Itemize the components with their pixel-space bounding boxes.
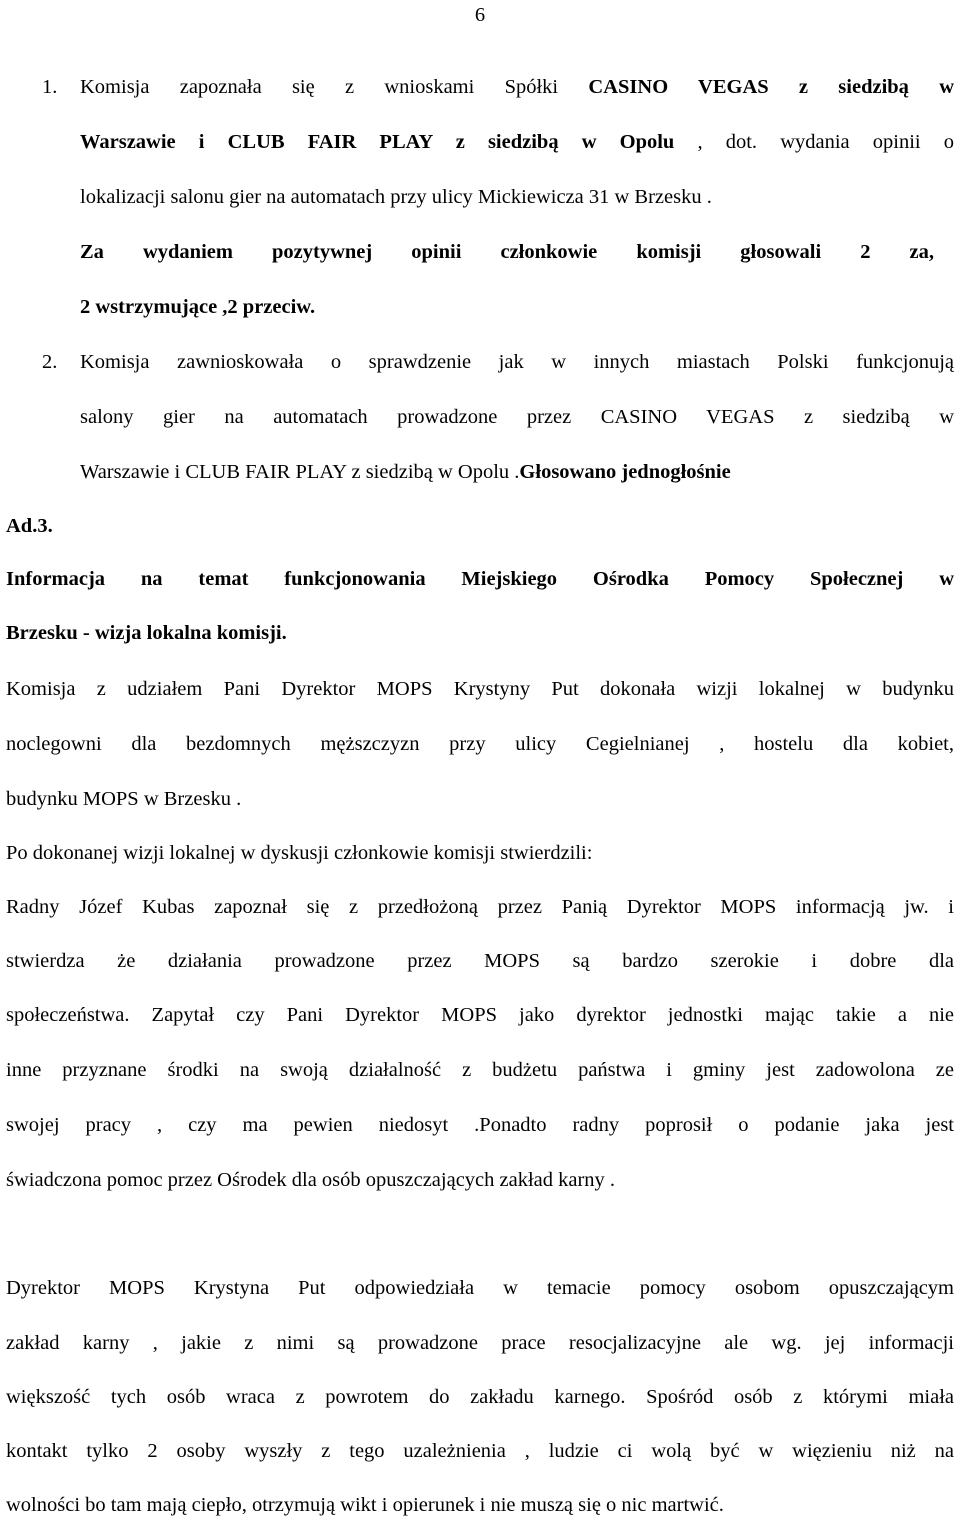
para-4-line-3 — [6, 1384, 954, 1410]
section-3-heading-line-1-text: Informacja na temat funkcjonowania Miejskiego Ośrodka Pomocy Społecznej w — [6, 568, 954, 590]
item-1-line-5-bold: 2 wstrzymujące ,2 przeciw. — [80, 296, 316, 318]
item-2-line-2-text: salony gier na automatach prowadzone przez CASINO VEGAS z siedzibą w — [80, 406, 954, 428]
para-4-line-5: wolności bo tam mają ciepło, otrzymują wikt i opierunek i nie muszą się o nic martwić. — [6, 1494, 724, 1516]
para-4-line-2 — [6, 1330, 954, 1356]
para-4-line-4-text: kontakt tylko 2 osoby wyszły z tego uzależnienia , ludzie ci wolą być w więzieniu niż na — [6, 1440, 954, 1462]
para-4-line-4 — [6, 1438, 954, 1464]
section-3-heading-line-1 — [6, 566, 954, 592]
item-1-line-4-bold: Za wydaniem pozytywnej opinii członkowie komisji głosowali 2 za, — [80, 241, 934, 263]
para-3-line-5-text: swojej pracy , czy ma pewien niedosyt .Ponadto radny poprosił o podanie jaka jest — [6, 1114, 954, 1136]
para-3-line-3-text: społeczeństwa. Zapytał czy Pani Dyrektor MOPS jako dyrektor jednostki mając takie a nie — [6, 1004, 954, 1026]
item-1-number: 1. — [42, 76, 58, 98]
para-4-line-3-text: większość tych osób wraca z powrotem do zakładu karnego. Spośród osób z którymi miała — [6, 1386, 954, 1408]
item-1-line-1-bold: CASINO VEGAS z siedzibą w — [588, 76, 954, 98]
section-3-heading-line-2: Brzesku - wizja lokalna komisji. — [6, 622, 287, 644]
para-3-line-3 — [6, 1002, 954, 1028]
para-1-line-1-text: Komisja z udziałem Pani Dyrektor MOPS Krystyny Put dokonała wizji lokalnej w budynku — [6, 678, 954, 700]
item-2-line-3-bold: Głosowano jednogłośnie — [519, 461, 731, 483]
page-number: 6 — [474, 4, 486, 26]
para-3-line-4 — [6, 1057, 954, 1083]
item-1-line-2 — [80, 129, 954, 155]
para-4-line-1-text: Dyrektor MOPS Krystyna Put odpowiedziała w temacie pomocy osobom opuszczającym — [6, 1277, 954, 1299]
item-1-line-5 — [80, 294, 315, 320]
para-3-line-2-text: stwierdza że działania prowadzone przez MOPS są bardzo szerokie i dobre dla — [6, 950, 954, 972]
item-1-line-2-text: , dot. wydania opinii o — [674, 131, 954, 153]
item-2-line-3-text: Warszawie i CLUB FAIR PLAY z siedzibą w Opolu . — [80, 461, 520, 483]
item-1-line-1 — [80, 74, 954, 100]
para-1-line-3: budynku MOPS w Brzesku . — [6, 788, 242, 810]
para-3-line-5 — [6, 1112, 954, 1138]
item-2-number: 2. — [42, 351, 58, 373]
item-2-line-3 — [80, 459, 731, 485]
item-2-line-1-text: Komisja zawnioskowała o sprawdzenie jak w innych miastach Polski funkcjonują — [80, 351, 954, 373]
para-1-line-1 — [6, 676, 954, 702]
para-3-line-6: świadczona pomoc przez Ośrodek dla osób opuszczających zakład karny . — [6, 1169, 616, 1191]
section-3-label: Ad.3. — [6, 515, 53, 537]
para-3-line-1 — [6, 894, 954, 920]
para-3-line-2 — [6, 948, 954, 974]
para-3-line-1-text: Radny Józef Kubas zapoznał się z przedłożoną przez Panią Dyrektor MOPS informacją jw. i — [6, 896, 954, 918]
item-1-line-4 — [80, 239, 934, 265]
para-3-line-4-text: inne przyznane środki na swoją działalność z budżetu państwa i gminy jest zadowolona ze — [6, 1059, 954, 1081]
item-2-line-2 — [80, 404, 954, 430]
para-1-line-2-text: noclegowni dla bezdomnych męższczyzn przy ulicy Cegielnianej , hostelu dla kobiet, — [6, 733, 954, 755]
item-1-line-3-text: lokalizacji salonu gier na automatach przy ulicy Mickiewicza 31 w Brzesku . — [80, 186, 712, 208]
item-2-line-1 — [80, 349, 954, 375]
item-1-line-2-bold: Warszawie i CLUB FAIR PLAY z siedzibą w Opolu — [80, 131, 675, 153]
para-2-line-1: Po dokonanej wizji lokalnej w dyskusji członkowie komisji stwierdzili: — [6, 842, 593, 864]
item-1-line-1-text: Komisja zapoznała się z wnioskami Spółki — [80, 76, 589, 98]
para-1-line-2 — [6, 731, 954, 757]
item-1-line-3 — [80, 184, 712, 210]
para-4-line-1 — [6, 1275, 954, 1301]
para-4-line-2-text: zakład karny , jakie z nimi są prowadzone prace resocjalizacyjne ale wg. jej informacji — [6, 1332, 954, 1354]
